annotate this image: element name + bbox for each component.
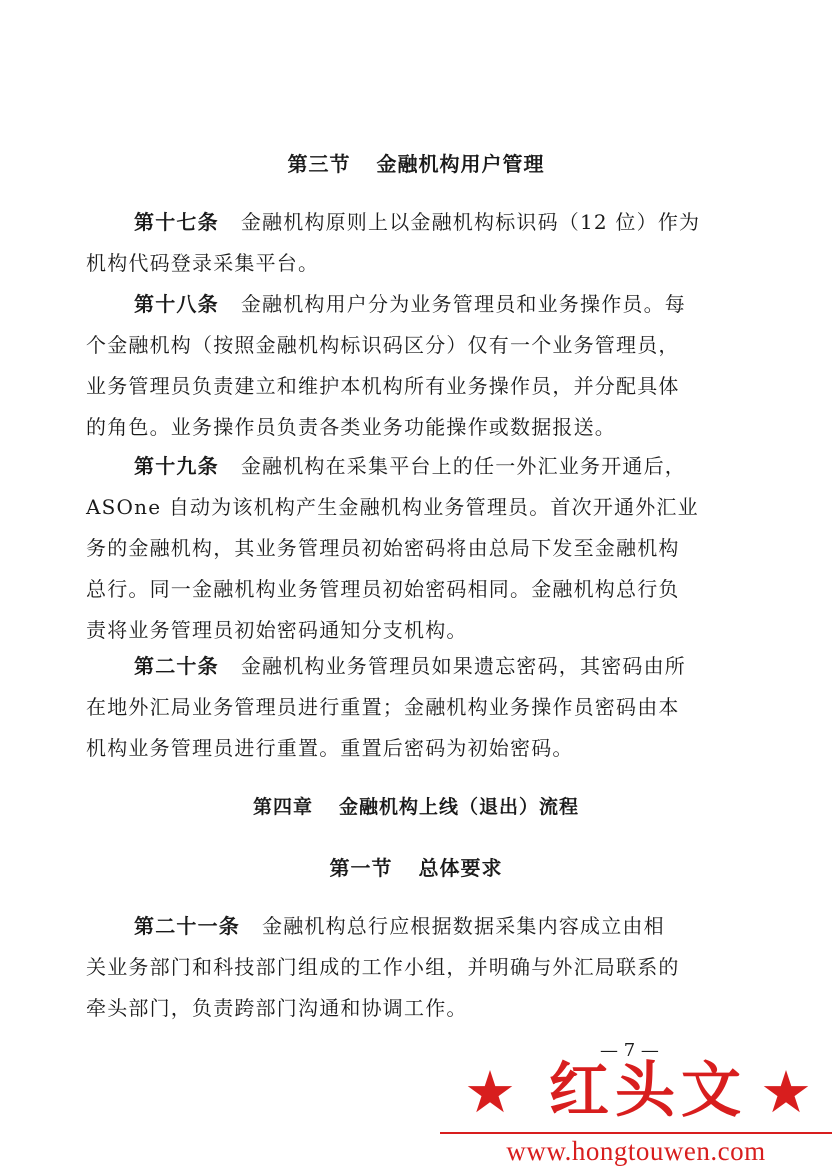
article-text-line: 机构业务管理员进行重置。重置后密码为初始密码。 xyxy=(86,736,574,760)
section-heading-3 xyxy=(0,148,832,177)
article-text-line: 在地外汇局业务管理员进行重置；金融机构业务操作员密码由本 xyxy=(86,695,680,719)
article-label: 第十八条 xyxy=(134,292,219,316)
section-title: 金融机构用户管理 xyxy=(376,152,545,176)
article-text-line: 关业务部门和科技部门组成的工作小组，并明确与外汇局联系的 xyxy=(86,955,680,979)
article-text-line: 机构代码登录采集平台。 xyxy=(86,251,320,275)
article-text-line: 业务管理员负责建立和维护本机构所有业务操作员，并分配具体 xyxy=(86,374,680,398)
article-text-line: 金融机构用户分为业务管理员和业务操作员。每 xyxy=(240,292,687,316)
watermark-url[interactable]: www.hongtouwen.com xyxy=(506,1136,766,1166)
article-text-line: 金融机构在采集平台上的任一外汇业务开通后， xyxy=(240,454,687,478)
article-text-line: 的角色。业务操作员负责各类业务功能操作或数据报送。 xyxy=(86,415,616,439)
article-text-line: ASOne 自动为该机构产生金融机构业务管理员。首次开通外汇业 xyxy=(86,495,699,519)
article-text-line: 金融机构总行应根据数据采集内容成立由相 xyxy=(262,914,665,938)
article-text-line: 总行。同一金融机构业务管理员初始密码相同。金融机构总行负 xyxy=(86,577,680,601)
star-icon: ★ xyxy=(464,1058,516,1126)
section-heading-1 xyxy=(0,852,832,881)
chapter-number: 第四章 xyxy=(252,796,313,818)
article-text-line: 牵头部门，负责跨部门沟通和协调工作。 xyxy=(86,996,468,1020)
article-label: 第二十一条 xyxy=(134,914,240,938)
watermark-title: 红头文 xyxy=(549,1056,747,1126)
article-text-line: 务的金融机构，其业务管理员初始密码将由总局下发至金融机构 xyxy=(86,536,680,560)
article-20 xyxy=(86,646,706,769)
page-number: — 7 — xyxy=(600,1040,659,1061)
article-text-line: 个金融机构（按照金融机构标识码区分）仅有一个业务管理员， xyxy=(86,333,680,357)
article-19 xyxy=(86,446,706,651)
article-18 xyxy=(86,284,706,448)
article-text-line: 金融机构业务管理员如果遗忘密码，其密码由所 xyxy=(240,654,687,678)
watermark-rule xyxy=(440,1132,832,1134)
article-text-line: 责将业务管理员初始密码通知分支机构。 xyxy=(86,618,468,642)
section-title: 总体要求 xyxy=(418,856,503,880)
chapter-heading-4 xyxy=(0,792,832,819)
article-text-line: 金融机构原则上以金融机构标识码（12 位）作为 xyxy=(240,210,701,234)
article-21 xyxy=(86,906,706,1029)
article-label: 第十九条 xyxy=(134,454,219,478)
section-number: 第一节 xyxy=(329,856,393,880)
article-label: 第十七条 xyxy=(134,210,219,234)
chapter-title: 金融机构上线（退出）流程 xyxy=(339,796,580,818)
article-label: 第二十条 xyxy=(134,654,219,678)
star-icon: ★ xyxy=(760,1058,812,1126)
watermark-banner xyxy=(440,1048,832,1169)
article-17 xyxy=(86,202,706,284)
section-number: 第三节 xyxy=(287,152,351,176)
